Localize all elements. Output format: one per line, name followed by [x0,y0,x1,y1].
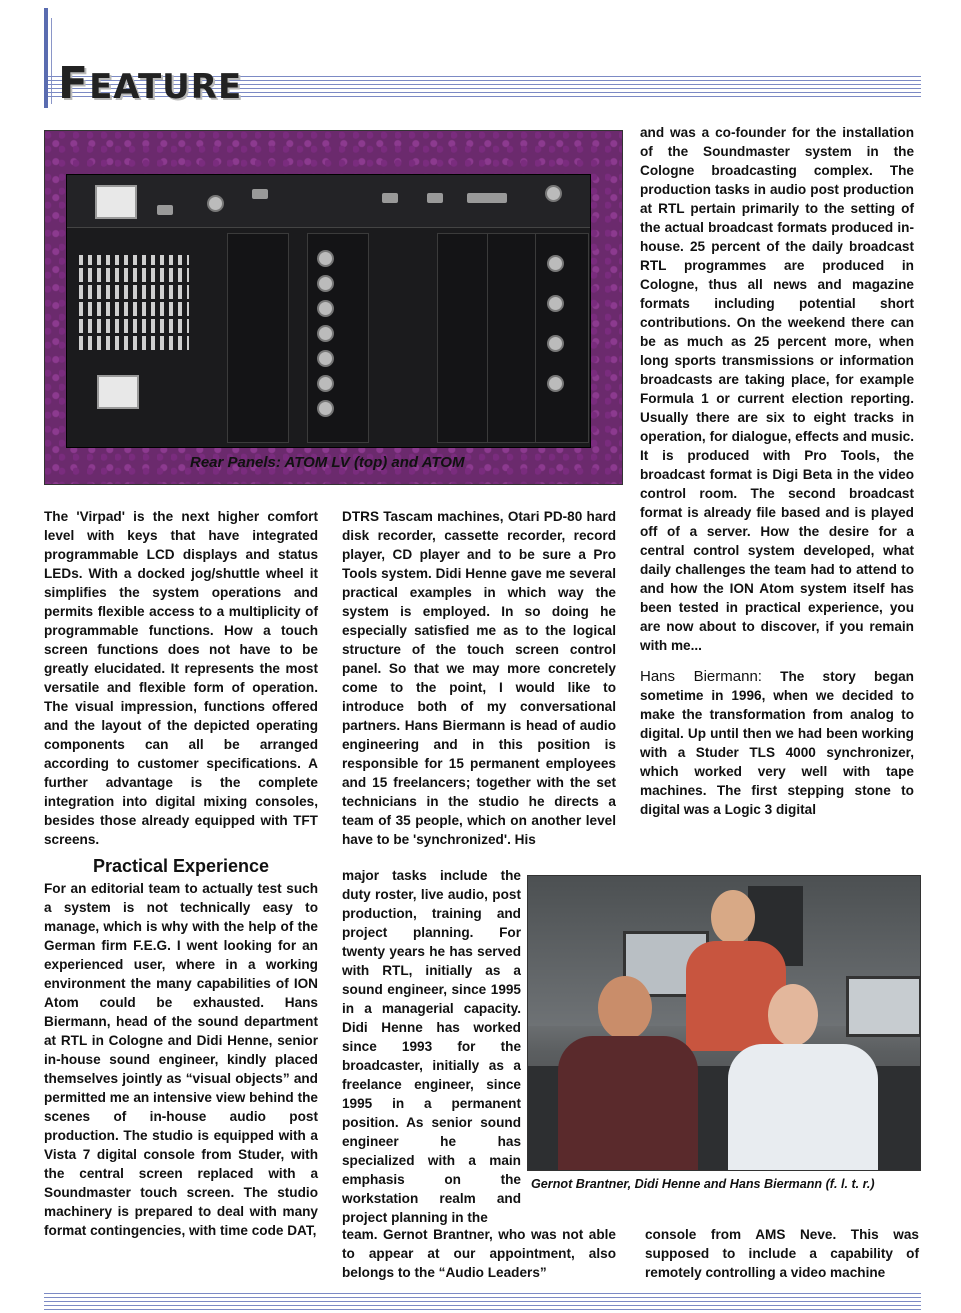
person-torso [728,1044,878,1170]
connector-icon [427,193,443,203]
jack-icon [317,375,334,392]
photo-caption: Gernot Brantner, Didi Henne and Hans Biermann (f. l. t. r.) [531,1177,875,1191]
footer-rules [44,1293,921,1313]
jack-icon [207,195,224,212]
text-column-3-bottom [645,1225,919,1282]
connector-icon [252,189,268,199]
rack-top-panel [67,175,590,228]
section-title: FEATURE [58,58,243,109]
paragraph: DTRS Tascam machines, Otari PD-80 hard disk recorder, cassette recorder, record player, CD player and to be sure a Pro Tools system. Didi Henne gave me several practical examples in which way the system is employed. In so doing he especially satisfied me as to the logical structure of the touch screen control panel. So that we may more concretely come to the point, I would like to introduce both of my conversational partners. Hans Biermann is head of audio engineering and in this position is responsible for 15 permanent employees and 15 freelancers; together with the set technicians in the studio he directs a team of 35 people, which on another level have to be 'synchronized'. His [342,509,616,847]
connector-icon [157,205,173,215]
jack-icon [547,295,564,312]
jack-icon [317,350,334,367]
jack-icon [317,325,334,342]
jack-icon [547,375,564,392]
text-column-2 [342,507,616,849]
section-heading: Practical Experience [92,856,270,876]
person-head [598,976,652,1040]
person-torso [686,941,786,1051]
card-slot [227,233,289,443]
power-inlet-icon [95,185,137,219]
person-torso [558,1036,698,1170]
jack-icon [545,185,562,202]
text-column-3 [640,123,914,819]
text-column-1 [44,507,318,1240]
card-slot [307,233,369,443]
person-head [768,984,818,1046]
power-inlet-icon [97,375,139,409]
text-column-2-bottom [342,1225,616,1282]
speaker-name: Hans Biermann: [640,668,762,685]
paragraph: major tasks include the duty roster, live audio, post production, training and project planning. For twenty years he has served with RTL, initially as a sound engineer, since 1995 in a managerial capacity. Didi Henne has worked since 1993 for the broadcaster, initially as a freelance engineer, since 1995 in a permanent position. As senior sound engineer he has specialized with a main emphasis on the workstation realm and project planning in the [342,868,521,1225]
person-head [711,890,755,944]
jack-icon [547,255,564,272]
monitor-icon [846,976,921,1037]
text-column-2-narrow [342,866,521,1227]
rear-panels-photo [44,130,623,485]
paragraph: console from AMS Neve. This was supposed to include a capability of remotely controlling a video machine [645,1227,919,1280]
paragraph: team. Gernot Brantner, who was not able to appear at our appointment, also belongs to the “Audio Leaders” [342,1227,616,1280]
rack-unit-image [66,174,591,448]
paragraph: Hans Biermann: The story began sometime in 1996, when we decided to make the transformation from analog to digital. Up until then we had been working with a Studer TLS 4000 synchronizer, which worked very well with tape machines. The first stepping stone to digital was a Logic 3 digital [640,668,914,817]
connector-icon [382,193,398,203]
connector-icon [467,193,507,203]
jack-icon [317,400,334,417]
team-photo [527,875,921,1171]
photo-caption: Rear Panels: ATOM LV (top) and ATOM [190,454,465,471]
paragraph: and was a co-founder for the installation of the Soundmaster system in the Cologne broadcasting complex. The production tasks in audio post production at RTL pertain primarily to the setting of the actual broadcast formats produced in-house. 25 percent of the daily broadcast RTL programmes are produced in Cologne, thus all news and magazine formats including potential short contributions. On the weekend there can be as much as 25 percent more, when long sports transmissions or information broadcasts are taking place, for example Formula 1 or current election reporting. Usually there are six to eight tracks in operation, for dialogue, effects and music. It is produced with Pro Tools, the broadcast format is Digi Beta in the video control room. The second broadcast format is already file based and is played off of a server. How the desire for a central control system developed, what daily challenges the team had to attend to and how the ION Atom system itself has been tested in practical experience, you are now about to discover, if you remain with me... [640,125,914,653]
jack-icon [317,275,334,292]
jack-icon [317,250,334,267]
paragraph: The 'Virpad' is the next higher comfort level with keys that have integrated programmable LCD displays and status LEDs. With a docked jog/shuttle wheel it simplifies the system operations and permits flexible access to a multiplicity of programmable functions. How a touch screen functions does not have to be greatly elucidated. It represents the most versatile and flexible form of operation. The visual impression, functions offered and the layout of the depicted operating components can all be arranged according to customer specifications. A further advantage is the complete integration into digital mixing consoles, besides those already equipped with TFT screens. [44,509,318,847]
jack-icon [317,300,334,317]
jack-icon [547,335,564,352]
paragraph: For an editorial team to actually test such a system is not technically easy to manage, which is why with the help of the German firm F.E.G. I went looking for an experienced user, where in a working environment the many capabilities of ION Atom could be exhausted. Hans Biermann, head of the sound department at RTL in Cologne and Didi Henne, senior in-house sound engineer, kindly placed themselves jointly as “visual objects” and permitted me an intensive view behind the scenes of in-house audio post production. The studio is equipped with a Vista 7 digital console from Studer, with the central screen replaced with a Soundmaster touch screen. The studio machinery is prepared to deal with many format contingencies, with time code DAT, [44,881,318,1238]
